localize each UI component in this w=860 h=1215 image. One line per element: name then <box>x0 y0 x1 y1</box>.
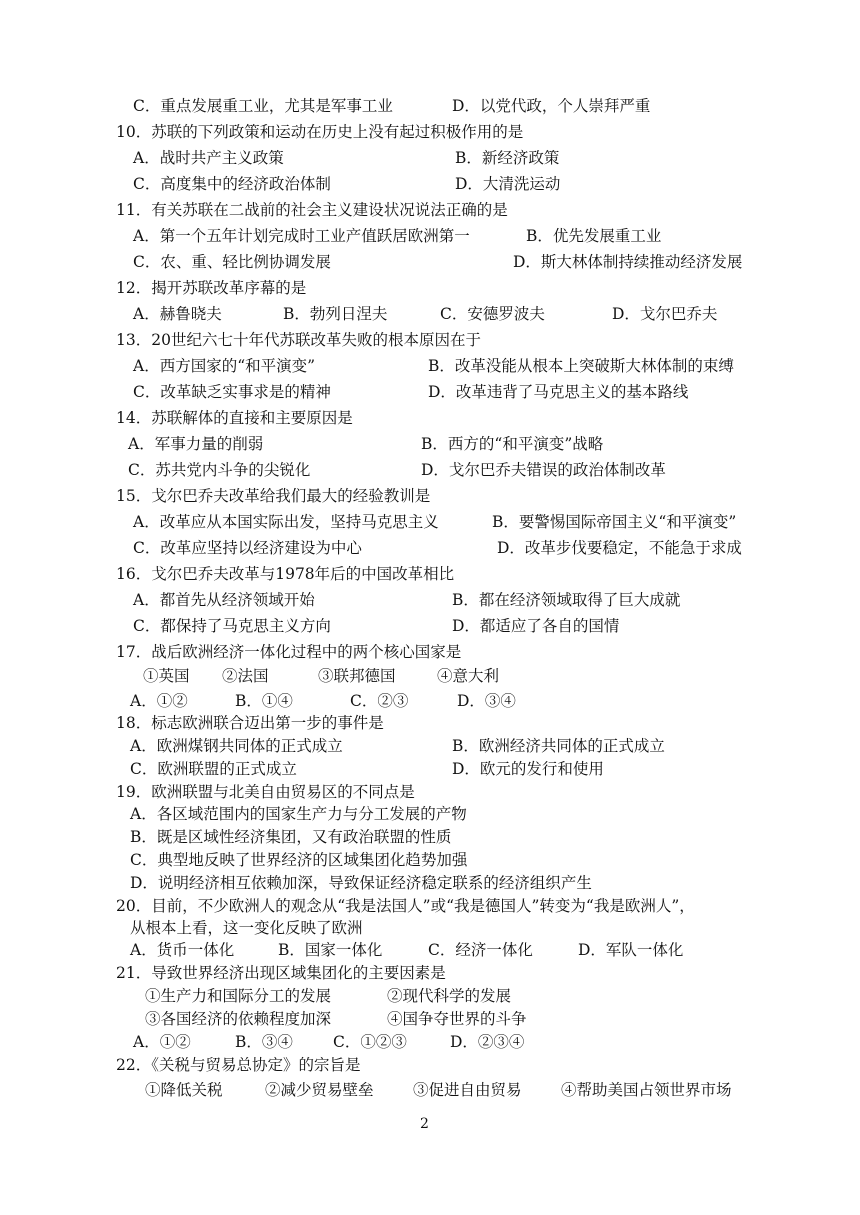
q21-option-c: C．①②③ <box>333 1033 407 1051</box>
q20-option-a: A．货币一体化 <box>130 941 235 959</box>
q21-item-1: ①生产力和国际分工的发展 <box>145 987 332 1005</box>
q20-option-d: D．军队一体化 <box>578 941 684 959</box>
q15-stem: 15．戈尔巴乔夫改革给我们最大的经验教训是 <box>116 487 431 505</box>
q11-option-b: B．优先发展重工业 <box>526 227 662 245</box>
q16-option-c: C．都保持了马克思主义方向 <box>133 617 331 635</box>
q13-option-d: D．改革违背了马克思主义的基本路线 <box>428 383 689 401</box>
q14-stem: 14．苏联解体的直接和主要原因是 <box>116 409 353 427</box>
q21-option-d: D．②③④ <box>450 1033 525 1051</box>
q17-item-2: ②法国 <box>222 667 269 685</box>
q9-option-c: C．重点发展重工业，尤其是军事工业 <box>133 97 393 115</box>
q19-option-a: A．各区域范围内的国家生产力与分工发展的产物 <box>130 805 467 823</box>
q21-stem: 21．导致世界经济出现区域集团化的主要因素是 <box>116 964 446 982</box>
q10-option-b: B．新经济政策 <box>455 149 560 167</box>
q18-option-c: C．欧洲联盟的正式成立 <box>130 760 297 778</box>
page-number: 2 <box>420 1116 429 1132</box>
q19-option-d: D．说明经济相互依赖加深，导致保证经济稳定联系的经济组织产生 <box>130 874 592 892</box>
q12-option-c: C．安德罗波夫 <box>440 305 545 323</box>
q14-option-c: C．苏共党内斗争的尖锐化 <box>128 461 311 479</box>
q19-option-c: C．典型地反映了世界经济的区域集团化趋势加强 <box>130 851 468 869</box>
q17-option-b: B．①④ <box>235 692 293 710</box>
q19-stem: 19．欧洲联盟与北美自由贸易区的不同点是 <box>116 783 415 801</box>
q22-stem: 22．《关税与贸易总协定》的宗旨是 <box>116 1056 361 1074</box>
q21-item-4: ④国争夺世界的斗争 <box>387 1010 527 1028</box>
q15-option-a: A．改革应从本国实际出发，坚持马克思主义 <box>133 513 439 531</box>
q14-option-b: B．西方的“和平演变”战略 <box>421 435 604 453</box>
q22-item-4: ④帮助美国占领世界市场 <box>561 1081 732 1099</box>
q12-option-b: B．勃列日涅夫 <box>283 305 388 323</box>
q14-option-d: D．戈尔巴乔夫错误的政治体制改革 <box>421 461 666 479</box>
q13-option-c: C．改革缺乏实事求是的精神 <box>133 383 331 401</box>
q22-item-2: ②减少贸易壁垒 <box>265 1081 374 1099</box>
q15-option-b: B．要警惕国际帝国主义“和平演变” <box>492 513 737 531</box>
q16-stem: 16．戈尔巴乔夫改革与1978年后的中国改革相比 <box>116 565 455 583</box>
q17-item-4: ④意大利 <box>437 667 500 685</box>
q11-option-c: C．农、重、轻比例协调发展 <box>133 253 331 271</box>
q10-stem: 10．苏联的下列政策和运动在历史上没有起过积极作用的是 <box>116 123 524 141</box>
q18-option-b: B．欧洲经济共同体的正式成立 <box>452 737 665 755</box>
q13-stem: 13．20世纪六七十年代苏联改革失败的根本原因在于 <box>116 331 481 349</box>
q21-option-a: A．①② <box>133 1033 191 1051</box>
q22-item-3: ③促进自由贸易 <box>413 1081 522 1099</box>
q15-option-c: C．改革应坚持以经济建设为中心 <box>133 539 362 557</box>
q11-stem: 11．有关苏联在二战前的社会主义建设状况说法正确的是 <box>116 201 508 219</box>
q21-item-2: ②现代科学的发展 <box>387 987 512 1005</box>
q17-item-3: ③联邦德国 <box>318 667 396 685</box>
q19-option-b: B．既是区域性经济集团，又有政治联盟的性质 <box>130 828 452 846</box>
q16-option-d: D．都适应了各自的国情 <box>452 617 620 635</box>
q21-item-3: ③各国经济的依赖程度加深 <box>145 1010 332 1028</box>
q18-option-d: D．欧元的发行和使用 <box>452 760 604 778</box>
q12-option-a: A．赫鲁晓夫 <box>133 305 222 323</box>
q15-option-d: D．改革步伐要稳定，不能急于求成 <box>497 539 742 557</box>
q17-option-d: D．③④ <box>457 692 516 710</box>
q17-item-1: ①英国 <box>143 667 190 685</box>
q17-option-c: C．②③ <box>350 692 409 710</box>
q18-option-a: A．欧洲煤钢共同体的正式成立 <box>130 737 343 755</box>
q20-option-b: B．国家一体化 <box>278 941 383 959</box>
q21-option-b: B．③④ <box>235 1033 293 1051</box>
q16-option-a: A．都首先从经济领域开始 <box>133 591 315 609</box>
q13-option-a: A．西方国家的“和平演变” <box>133 357 316 375</box>
q17-option-a: A．①② <box>130 692 188 710</box>
q11-option-a: A．第一个五年计划完成时工业产值跃居欧洲第一 <box>133 227 470 245</box>
q12-option-d: D．戈尔巴乔夫 <box>612 305 718 323</box>
q10-option-c: C．高度集中的经济政治体制 <box>133 175 331 193</box>
q17-stem: 17．战后欧洲经济一体化过程中的两个核心国家是 <box>116 643 462 661</box>
q14-option-a: A．军事力量的削弱 <box>128 435 264 453</box>
q10-option-a: A．战时共产主义政策 <box>133 149 284 167</box>
q10-option-d: D．大清洗运动 <box>455 175 561 193</box>
q22-item-1: ①降低关税 <box>145 1081 223 1099</box>
q18-stem: 18．标志欧洲联合迈出第一步的事件是 <box>116 714 384 732</box>
q12-stem: 12．揭开苏联改革序幕的是 <box>116 279 307 297</box>
q13-option-b: B．改革没能从根本上突破斯大林体制的束缚 <box>428 357 734 375</box>
q20-option-c: C．经济一体化 <box>428 941 533 959</box>
q9-option-d: D．以党代政，个人崇拜严重 <box>452 97 651 115</box>
q16-option-b: B．都在经济领域取得了巨大成就 <box>452 591 681 609</box>
q20-stem-line1: 20．目前，不少欧洲人的观念从“我是法国人”或“我是德国人”转变为“我是欧洲人”， <box>116 897 695 915</box>
q11-option-d: D．斯大林体制持续推动经济发展 <box>513 253 743 271</box>
q20-stem-line2: 从根本上看，这一变化反映了欧洲 <box>130 919 363 937</box>
